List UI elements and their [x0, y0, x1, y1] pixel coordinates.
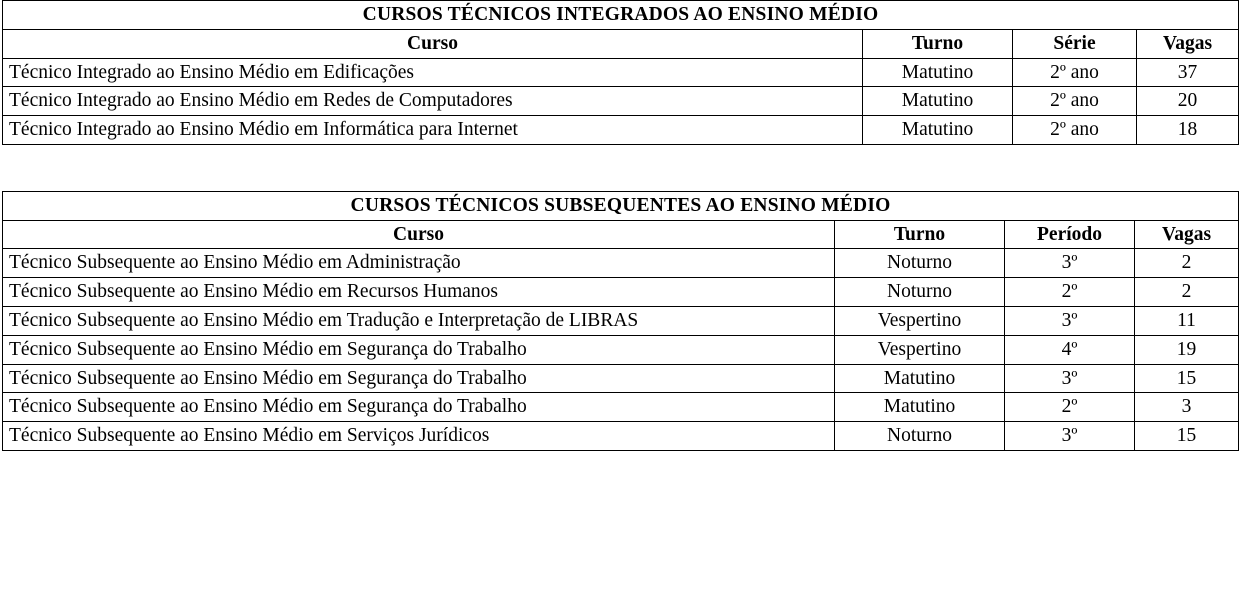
cell-vagas: 11	[1135, 307, 1239, 336]
integrated-courses-table	[2, 0, 1239, 145]
cell-curso: Técnico Subsequente ao Ensino Médio em Recursos Humanos	[3, 278, 835, 307]
cell-vagas: 37	[1137, 58, 1239, 87]
cell-turno: Noturno	[835, 278, 1005, 307]
cell-serie: 2º ano	[1013, 58, 1137, 87]
column-header-curso: Curso	[3, 29, 863, 58]
cell-vagas: 19	[1135, 335, 1239, 364]
cell-curso: Técnico Integrado ao Ensino Médio em Informática para Internet	[3, 116, 863, 145]
cell-turno: Vespertino	[835, 307, 1005, 336]
cell-turno: Vespertino	[835, 335, 1005, 364]
table-row	[3, 58, 1239, 87]
column-header-serie: Série	[1013, 29, 1137, 58]
cell-periodo: 2º	[1005, 278, 1135, 307]
cell-serie: 2º ano	[1013, 87, 1137, 116]
cell-turno: Noturno	[835, 422, 1005, 451]
cell-turno: Noturno	[835, 249, 1005, 278]
column-header-periodo: Período	[1005, 220, 1135, 249]
cell-turno: Matutino	[835, 364, 1005, 393]
cell-curso: Técnico Subsequente ao Ensino Médio em Serviços Jurídicos	[3, 422, 835, 451]
table-row	[3, 393, 1239, 422]
table-header-row	[3, 220, 1239, 249]
table-header-row	[3, 29, 1239, 58]
cell-curso: Técnico Integrado ao Ensino Médio em Redes de Computadores	[3, 87, 863, 116]
column-header-turno: Turno	[863, 29, 1013, 58]
table-title: CURSOS TÉCNICOS INTEGRADOS AO ENSINO MÉDIO	[3, 1, 1239, 30]
table-row	[3, 116, 1239, 145]
table-title-row	[3, 191, 1239, 220]
table-gap-spacer	[0, 145, 1242, 191]
cell-curso: Técnico Subsequente ao Ensino Médio em Tradução e Interpretação de LIBRAS	[3, 307, 835, 336]
cell-periodo: 3º	[1005, 364, 1135, 393]
cell-serie: 2º ano	[1013, 116, 1137, 145]
cell-turno: Matutino	[863, 87, 1013, 116]
cell-curso: Técnico Subsequente ao Ensino Médio em Segurança do Trabalho	[3, 364, 835, 393]
cell-curso: Técnico Subsequente ao Ensino Médio em Segurança do Trabalho	[3, 393, 835, 422]
subsequent-courses-table	[2, 191, 1239, 451]
table-row	[3, 87, 1239, 116]
table-row	[3, 335, 1239, 364]
cell-turno: Matutino	[863, 58, 1013, 87]
cell-turno: Matutino	[835, 393, 1005, 422]
table-row	[3, 307, 1239, 336]
cell-periodo: 3º	[1005, 422, 1135, 451]
column-header-turno: Turno	[835, 220, 1005, 249]
cell-vagas: 2	[1135, 249, 1239, 278]
cell-curso: Técnico Integrado ao Ensino Médio em Edificações	[3, 58, 863, 87]
cell-periodo: 3º	[1005, 249, 1135, 278]
table-title: CURSOS TÉCNICOS SUBSEQUENTES AO ENSINO MÉDIO	[3, 191, 1239, 220]
column-header-curso: Curso	[3, 220, 835, 249]
table-row	[3, 364, 1239, 393]
cell-vagas: 2	[1135, 278, 1239, 307]
cell-vagas: 15	[1135, 364, 1239, 393]
table-row	[3, 249, 1239, 278]
cell-vagas: 3	[1135, 393, 1239, 422]
cell-curso: Técnico Subsequente ao Ensino Médio em Administração	[3, 249, 835, 278]
column-header-vagas: Vagas	[1137, 29, 1239, 58]
column-header-vagas: Vagas	[1135, 220, 1239, 249]
cell-curso: Técnico Subsequente ao Ensino Médio em Segurança do Trabalho	[3, 335, 835, 364]
cell-periodo: 2º	[1005, 393, 1135, 422]
table-title-row	[3, 1, 1239, 30]
cell-vagas: 18	[1137, 116, 1239, 145]
cell-periodo: 4º	[1005, 335, 1135, 364]
cell-vagas: 15	[1135, 422, 1239, 451]
cell-turno: Matutino	[863, 116, 1013, 145]
cell-vagas: 20	[1137, 87, 1239, 116]
table-row	[3, 278, 1239, 307]
table-row	[3, 422, 1239, 451]
cell-periodo: 3º	[1005, 307, 1135, 336]
